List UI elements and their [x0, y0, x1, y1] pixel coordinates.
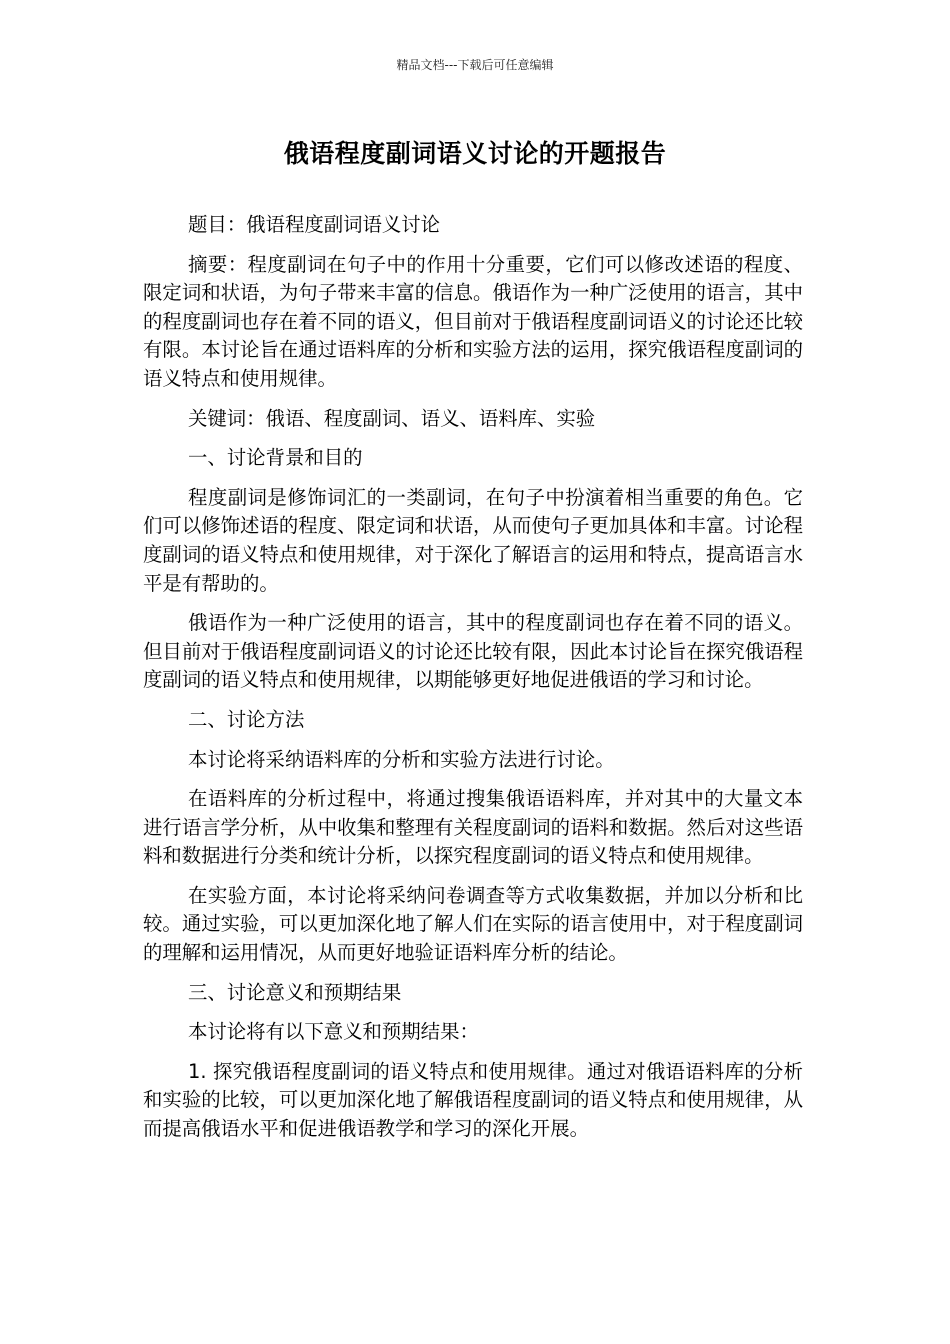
topic-line: 题目：俄语程度副词语义讨论 — [188, 213, 441, 236]
method-paragraph-1: 本讨论将采纳语料库的分析和实验方法进行讨论。 — [188, 747, 615, 771]
abstract-paragraph: 摘要：程度副词在句子中的作用十分重要，它们可以修改述语的程度、限定词和状语，为句子带来丰富的信息。俄语作为一种广泛使用的语言，其中的程度副词也存在着不同的语义，但目前对于俄语程度副词语义的讨论还比较有限。本讨论旨在通过语料库的分析和实验方法的运用，探究俄语程度副词的语义特点和使用规律。 — [143, 252, 803, 390]
method-paragraph-2: 在语料库的分析过程中，将通过搜集俄语语料库，并对其中的大量文本进行语言学分析，从中收集和整理有关程度副词的语料和数据。然后对这些语料和数据进行分类和统计分析，以探究程度副词的语义特点和使用规律。 — [143, 787, 803, 868]
background-paragraph-2: 俄语作为一种广泛使用的语言，其中的程度副词也存在着不同的语义。但目前对于俄语程度副词语义的讨论还比较有限，因此本讨论旨在探究俄语程度副词的语义特点和使用规律，以期能够更好地促进俄语的学习和讨论。 — [143, 611, 803, 692]
method-paragraph-3: 在实验方面，本讨论将采纳问卷调查等方式收集数据，并加以分析和比较。通过实验，可以更加深化地了解人们在实际的语言使用中，对于程度副词的理解和运用情况，从而更好地验证语料库分析的结论。 — [143, 883, 803, 965]
page-header-note: 精品文档---下载后可任意编辑 — [396, 58, 554, 72]
significance-item-1: 1. 探究俄语程度副词的语义特点和使用规律。通过对俄语语料库的分析和实验的比较，可以更加深化地了解俄语程度副词的语义特点和使用规律，从而提高俄语水平和促进俄语教学和学习的深化开展。 — [143, 1059, 803, 1141]
keywords-line: 关键词：俄语、程度副词、语义、语料库、实验 — [188, 406, 596, 430]
section-heading-significance: 三、讨论意义和预期结果 — [188, 980, 402, 1004]
document-body — [143, 211, 803, 1155]
section-heading-background: 一、讨论背景和目的 — [188, 446, 363, 470]
significance-intro: 本讨论将有以下意义和预期结果： — [188, 1020, 479, 1044]
background-paragraph-1: 程度副词是修饰词汇的一类副词，在句子中扮演着相当重要的角色。它们可以修饰述语的程度、限定词和状语，从而使句子更加具体和丰富。讨论程度副词的语义特点和使用规律，对于深化了解语言的运用和特点，提高语言水平是有帮助的。 — [143, 485, 803, 595]
document-title: 俄语程度副词语义讨论的开题报告 — [283, 139, 667, 168]
section-heading-method: 二、讨论方法 — [188, 707, 305, 731]
